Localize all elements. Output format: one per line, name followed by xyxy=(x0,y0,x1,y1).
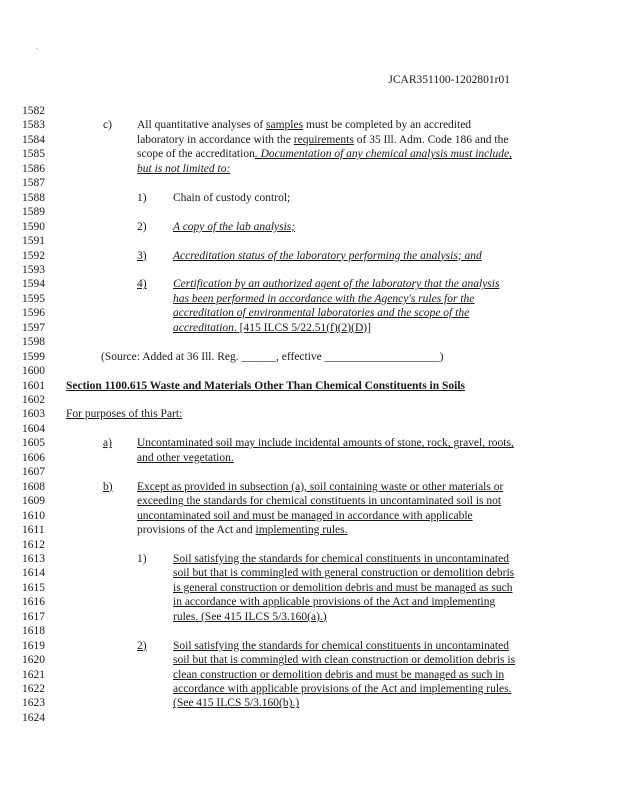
line-text xyxy=(137,162,230,176)
document-line xyxy=(0,523,618,537)
text-segment: samples xyxy=(266,119,304,132)
document-line xyxy=(0,624,618,638)
line-text xyxy=(66,379,465,393)
line-text xyxy=(173,220,295,234)
line-number: 1616 xyxy=(22,596,45,609)
document-line xyxy=(0,335,618,349)
text-segment: implementing rules. xyxy=(255,524,348,537)
list-marker: c) xyxy=(103,119,112,132)
text-segment: All quantitative analyses of xyxy=(137,119,267,132)
line-number: 1594 xyxy=(22,278,45,291)
line-text xyxy=(137,147,512,161)
text-segment: provisions of the Act and xyxy=(137,524,256,537)
document-line xyxy=(0,509,618,523)
document-line xyxy=(0,639,618,653)
document-line xyxy=(0,711,618,725)
line-number: 1600 xyxy=(22,365,45,378)
text-segment: rules. (See 415 ILCS 5/3.160(a).) xyxy=(173,610,327,623)
line-number: 1618 xyxy=(22,625,45,638)
document-line xyxy=(0,451,618,465)
document-line xyxy=(0,118,618,132)
text-segment: (See 415 ILCS 5/3.160(b).) xyxy=(173,697,300,710)
stray-mark: . xyxy=(36,42,38,51)
document-line xyxy=(0,581,618,595)
text-segment: in accordance with applicable provisions of the Act and implementing xyxy=(173,596,496,609)
line-number: 1622 xyxy=(22,683,45,695)
line-number: 1584 xyxy=(22,133,45,146)
document-line xyxy=(0,176,618,190)
list-marker: 1) xyxy=(137,552,147,565)
line-text xyxy=(101,350,444,364)
line-number: 1599 xyxy=(22,350,45,363)
text-segment: has been performed in accordance with the Agency's rules for the xyxy=(173,292,475,305)
document-line xyxy=(0,653,618,667)
document-line xyxy=(0,436,618,450)
line-text xyxy=(173,552,509,566)
document-line xyxy=(0,350,618,364)
text-segment: Accreditation status of the laboratory performing the analysis; and xyxy=(173,249,482,262)
line-text xyxy=(137,523,347,537)
line-number: 1621 xyxy=(22,668,45,681)
line-text xyxy=(173,696,299,710)
line-text xyxy=(173,566,514,580)
document-line xyxy=(0,566,618,580)
line-text xyxy=(173,321,371,335)
line-number: 1588 xyxy=(22,191,45,204)
line-number: 1597 xyxy=(22,321,45,334)
document-line xyxy=(0,292,618,306)
document-line xyxy=(0,393,618,407)
line-number: 1604 xyxy=(22,422,45,435)
line-number: 1590 xyxy=(22,220,45,233)
document-line xyxy=(0,277,618,291)
line-number: 1586 xyxy=(22,162,45,175)
line-number: 1602 xyxy=(22,394,45,406)
line-number: 1605 xyxy=(22,437,45,450)
line-text xyxy=(173,306,469,320)
document-line xyxy=(0,205,618,219)
text-segment: of 35 Ill. Adm. Code 186 and the xyxy=(353,133,509,146)
line-text xyxy=(173,610,327,624)
document-line xyxy=(0,610,618,624)
document-line xyxy=(0,147,618,161)
line-number: 1595 xyxy=(22,292,45,305)
line-number: 1592 xyxy=(22,249,45,262)
text-segment: Chain of custody control; xyxy=(173,191,291,204)
text-segment: but is not limited to: xyxy=(137,162,231,175)
document-line xyxy=(0,494,618,508)
line-text xyxy=(66,407,182,421)
text-segment: laboratory in accordance with the xyxy=(137,133,294,146)
line-text xyxy=(173,249,482,263)
line-text xyxy=(137,436,514,450)
line-text xyxy=(137,451,234,465)
text-segment: requirements xyxy=(293,133,354,146)
text-segment: Soil satisfying the standards for chemical constituents in uncontaminated xyxy=(173,639,509,652)
document-line xyxy=(0,538,618,552)
line-text xyxy=(173,277,499,291)
document-line xyxy=(0,306,618,320)
line-number: 1596 xyxy=(22,307,45,320)
document-id: JCAR351100-1202801r01 xyxy=(388,74,510,86)
line-number: 1583 xyxy=(22,119,45,132)
text-segment: scope of the accreditation xyxy=(137,148,255,161)
line-number: 1606 xyxy=(22,451,45,464)
line-number: 1609 xyxy=(22,495,45,508)
text-segment: accreditation of environmental laboratories and the scope of the xyxy=(173,307,470,320)
line-number: 1607 xyxy=(22,466,45,479)
line-text xyxy=(173,581,513,595)
line-number: 1603 xyxy=(22,408,45,421)
text-segment: uncontaminated soil and must be managed in accordance with applicable xyxy=(137,509,473,522)
document-line xyxy=(0,133,618,147)
document-line xyxy=(0,321,618,335)
line-number: 1623 xyxy=(22,697,45,710)
document-line xyxy=(0,407,618,421)
text-segment: soil but that is commingled with general construction or demolition debris xyxy=(173,567,515,580)
line-text xyxy=(173,653,515,667)
document-line xyxy=(0,191,618,205)
text-segment: must be completed by an accredited xyxy=(303,119,472,132)
document-line xyxy=(0,234,618,248)
line-text xyxy=(137,133,508,147)
line-number: 1624 xyxy=(22,711,45,724)
document-line xyxy=(0,465,618,479)
line-number: 1591 xyxy=(22,235,45,248)
document-line xyxy=(0,364,618,378)
list-marker: a) xyxy=(103,437,112,450)
document-line xyxy=(0,104,618,118)
list-marker: b) xyxy=(103,480,113,493)
document-line xyxy=(0,480,618,494)
line-number: 1620 xyxy=(22,654,45,667)
text-segment: (Source: Added at 36 Ill. Reg. ______, effective ____________________) xyxy=(101,350,444,363)
text-segment: clean construction or demolition debris and must be managed as such in xyxy=(173,668,505,681)
line-number: 1610 xyxy=(22,509,45,522)
text-segment: A copy of the lab analysis; xyxy=(173,220,296,233)
document-line xyxy=(0,263,618,277)
text-segment: accordance with applicable provisions of the Act and implementing rules. xyxy=(173,683,512,695)
text-segment: Uncontaminated soil may include incidental amounts of stone, rock, gravel, roots, xyxy=(137,437,514,450)
line-number: 1589 xyxy=(22,206,45,219)
line-number: 1598 xyxy=(22,336,45,349)
line-text xyxy=(173,595,495,609)
line-number: 1615 xyxy=(22,581,45,594)
document-line xyxy=(0,682,618,696)
list-marker: 4) xyxy=(137,278,147,291)
line-text xyxy=(173,682,512,696)
document-line xyxy=(0,162,618,176)
list-marker: 2) xyxy=(137,639,147,652)
line-number: 1582 xyxy=(22,105,45,117)
line-number: 1611 xyxy=(22,524,45,537)
text-segment: Except as provided in subsection (a), soil containing waste or other materials or xyxy=(137,480,504,493)
line-text xyxy=(173,639,509,653)
line-text xyxy=(137,480,503,494)
document-line xyxy=(0,249,618,263)
line-text xyxy=(137,494,501,508)
text-segment: exceeding the standards for chemical constituents in uncontaminated soil is not xyxy=(137,495,502,508)
line-number: 1613 xyxy=(22,552,45,565)
text-segment: soil but that is commingled with clean construction or demolition debris is xyxy=(173,654,516,667)
line-number: 1608 xyxy=(22,480,45,493)
list-marker: 3) xyxy=(137,249,147,262)
line-text xyxy=(173,668,504,682)
line-number: 1593 xyxy=(22,263,45,276)
line-number: 1612 xyxy=(22,538,45,551)
document-line xyxy=(0,668,618,682)
text-segment: is general construction or demolition debris and must be managed as such xyxy=(173,581,513,594)
document-line xyxy=(0,422,618,436)
text-segment: . [415 ILCS 5/22.51(f)(2)(D)] xyxy=(233,321,371,334)
text-segment: Soil satisfying the standards for chemical constituents in uncontaminated xyxy=(173,552,509,565)
line-number: 1585 xyxy=(22,148,45,161)
line-text xyxy=(173,292,474,306)
document-line xyxy=(0,220,618,234)
line-number: 1614 xyxy=(22,567,45,580)
line-text xyxy=(137,509,473,523)
document-line xyxy=(0,595,618,609)
text-segment: and other vegetation. xyxy=(137,451,234,464)
line-text xyxy=(173,191,290,205)
list-marker: 2) xyxy=(137,220,147,233)
line-text xyxy=(137,118,471,132)
line-number: 1619 xyxy=(22,639,45,652)
text-segment: . Documentation of any chemical analysis must include, xyxy=(254,148,512,161)
document-line xyxy=(0,552,618,566)
document-line xyxy=(0,379,618,393)
line-number: 1617 xyxy=(22,610,45,623)
line-number: 1601 xyxy=(22,379,45,392)
document-line xyxy=(0,696,618,710)
line-number: 1587 xyxy=(22,177,45,190)
text-segment: For purposes of this Part: xyxy=(66,408,183,421)
text-segment: accreditation xyxy=(173,321,234,334)
list-marker: 1) xyxy=(137,191,147,204)
text-segment: Section 1100.615 Waste and Materials Other Than Chemical Constituents in Soils xyxy=(66,379,466,392)
text-segment: Certification by an authorized agent of the laboratory that the analysis xyxy=(173,278,500,291)
